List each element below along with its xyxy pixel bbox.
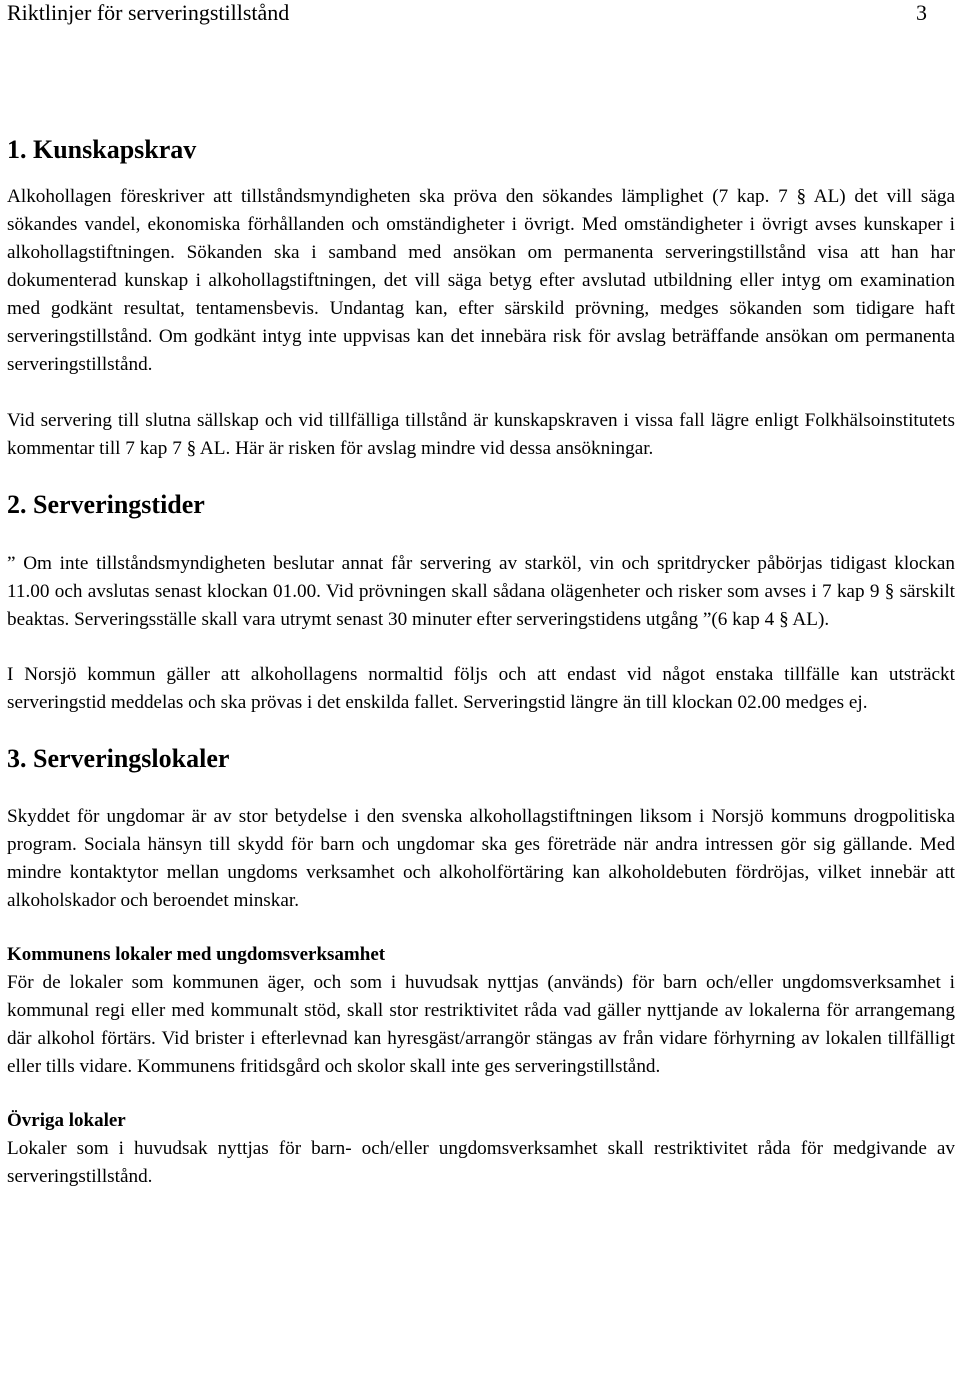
subsection-heading-kommunens-lokaler: Kommunens lokaler med ungdomsverksamhet <box>7 944 386 965</box>
document-title: Riktlinjer för serveringstillstånd <box>7 0 290 25</box>
paragraph: I Norsjö kommun gäller att alkohollagens normaltid följs och att endast vid något enstaka tillfälle kan utsträckt serveringstid meddelas och ska prövas i det enskilda fallet. Serveringstid längre än till klockan 02.00 medges ej. <box>7 664 955 713</box>
subsection-heading-ovriga-lokaler: Övriga lokaler <box>7 1110 126 1131</box>
section-heading-serveringslokaler: 3. Serveringslokaler <box>7 744 230 773</box>
page-number: 3 <box>916 0 927 25</box>
paragraph: För de lokaler som kommunen äger, och som i huvudsak nyttjas (används) för barn och/eller ungdomsverksamhet i kommunal regi eller med kommunalt stöd, skall stor restriktivitet råda vad gäller nyttjande av lokalerna för arrangemang där alkohol förtärs. Vid brister i efterlevnad kan hyresgäst/arrangör stängas av från vidare förhyrning av lokalen tillfälligt eller tills vidare. Kommunens fritidsgård och skolor skall inte ges serveringstillstånd. <box>7 972 955 1077</box>
paragraph: Vid servering till slutna sällskap och vid tillfälliga tillstånd är kunskapskraven i vissa fall lägre enligt Folkhälsoinstitutets kommentar till 7 kap 7 § AL. Här är risken för avslag mindre vid dessa ansökningar. <box>7 410 955 459</box>
paragraph: Skyddet för ungdomar är av stor betydelse i den svenska alkohollagstiftningen liksom i Norsjö kommuns drogpolitiska program. Sociala hänsyn till skydd för barn och ungdomar ska ges företräde när andra intressen gör sig gällande. Med mindre kontaktytor mellan ungdoms verksamhet och alkoholförtäring kan alkoholdebuten fördröjas, vilket innebär att alkoholskador och beroendet minskar. <box>7 806 955 911</box>
paragraph: Lokaler som i huvudsak nyttjas för barn- och/eller ungdomsverksamhet skall restriktivitet råda för medgivande av serveringstillstånd. <box>7 1138 955 1187</box>
section-heading-serveringstider: 2. Serveringstider <box>7 490 205 519</box>
section-heading-kunskapskrav: 1. Kunskapskrav <box>7 135 197 164</box>
document-page <box>7 0 955 1191</box>
page-header <box>7 0 927 26</box>
paragraph: ” Om inte tillståndsmyndigheten beslutar annat får servering av starköl, vin och spritdrycker påbörjas tidigast klockan 11.00 och avslutas senast klockan 01.00. Vid prövningen skall sådana olägenheter och risker som avses i 7 kap 9 § särskilt beaktas. Serveringsställe skall vara utrymt senast 30 minuter efter serveringstidens utgång ”(6 kap 4 § AL). <box>7 553 955 630</box>
paragraph: Alkohollagen föreskriver att tillståndsmyndigheten ska pröva den sökandes lämplighet (7 kap. 7 § AL) det vill säga sökandes vandel, ekonomiska förhållanden och omständigheter i övrigt. Med omständigheter i övrigt avses kunskaper i alkohollagstiftningen. Sökanden ska i samband med ansökan om permanenta serveringstillstånd visa att han har dokumenterad kunskap i alkohollagstiftningen, det vill säga betyg efter avslutad utbildning eller intyg om examination med godkänt resultat, tentamensbevis. Undantag kan, efter särskild prövning, medges sökanden som tidigare haft serveringstillstånd. Om godkänt intyg inte uppvisas kan det innebära risk för avslag beträffande ansökan om permanenta serveringstillstånd. <box>7 186 955 375</box>
